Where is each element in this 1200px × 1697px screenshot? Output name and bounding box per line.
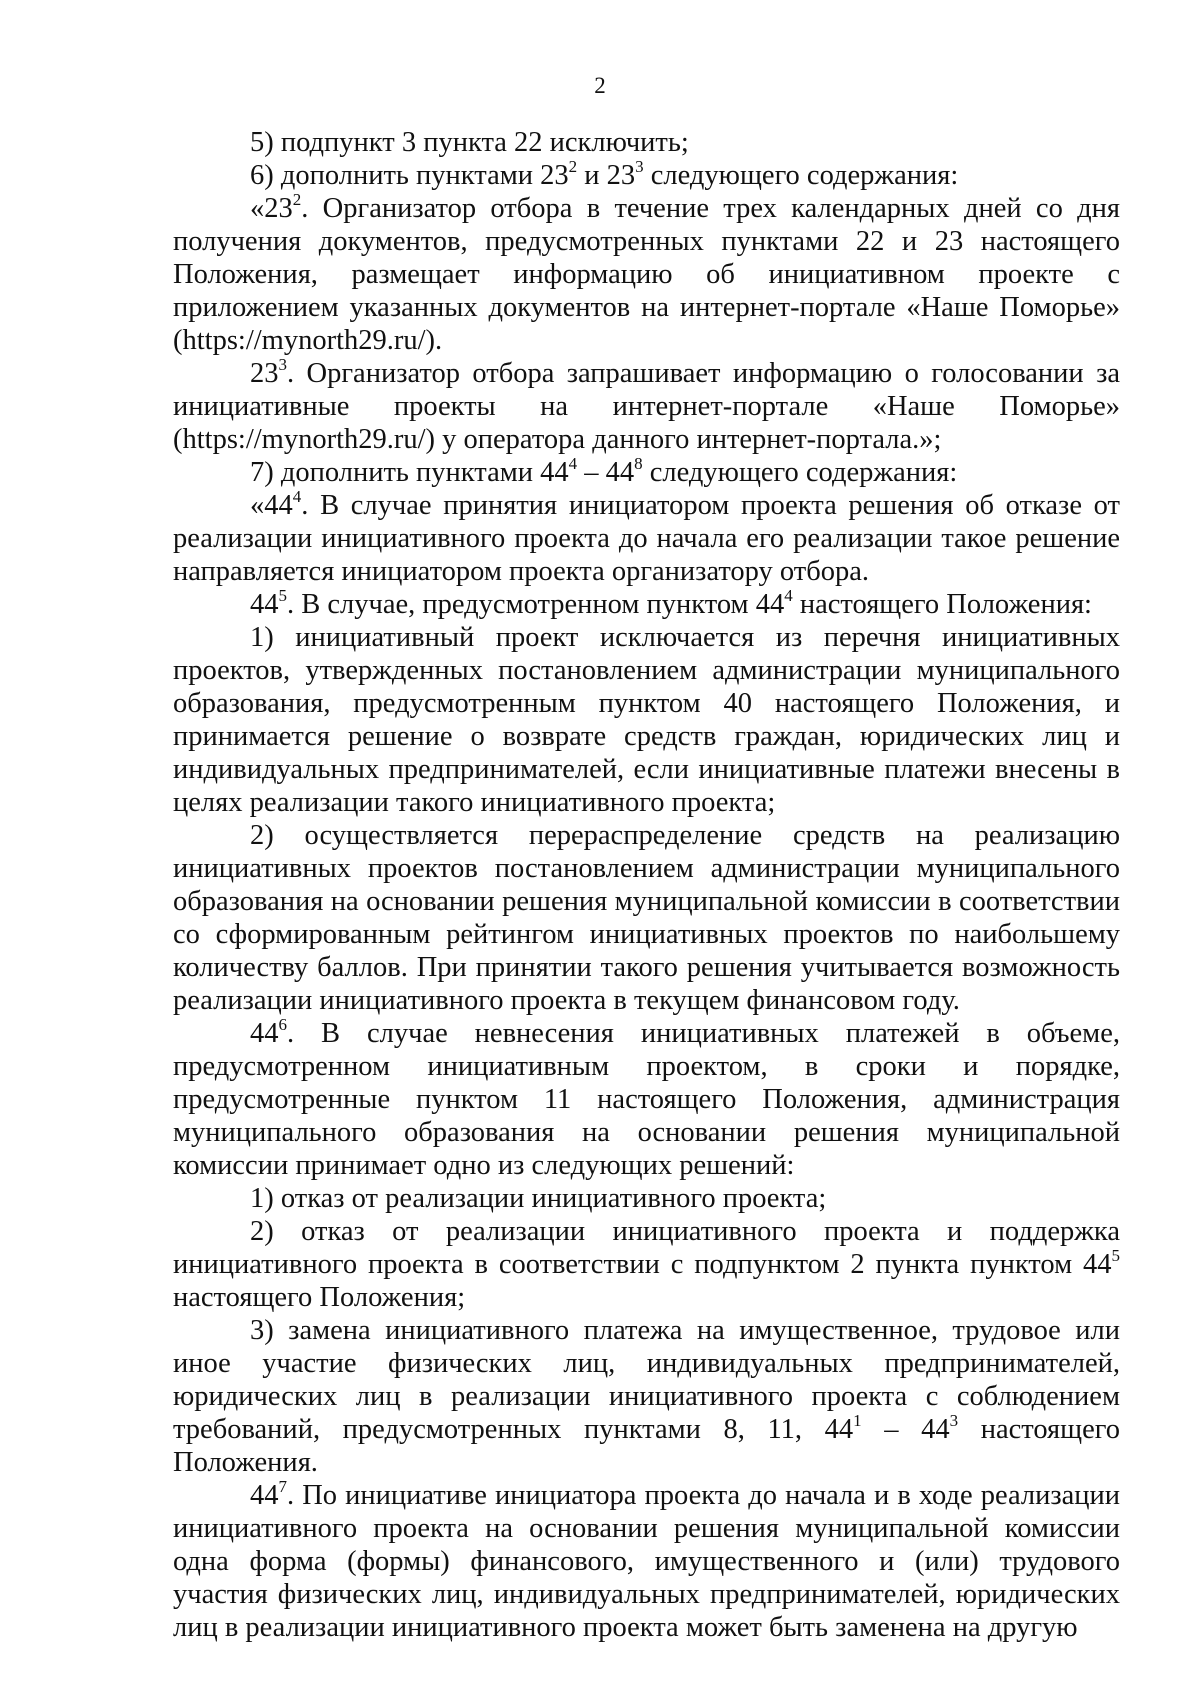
superscript-index: 7 [278,1476,287,1496]
paragraph-p13 [173,1314,1120,1479]
paragraph-text: 44 [250,589,279,620]
paragraph-text: следующего содержания: [642,457,958,488]
superscript-index: 6 [278,1014,287,1034]
superscript-index: 5 [1111,1245,1120,1265]
paragraph-text: – 44 [577,457,635,488]
paragraph-p12 [173,1215,1120,1314]
paragraph-text: 6) дополнить пунктами 23 [250,160,569,191]
paragraph-text: «44 [250,490,293,521]
paragraph-text: следующего содержания: [643,160,959,191]
paragraph-p14 [173,1476,1120,1644]
paragraph-text: 44 [250,1018,279,1049]
paragraph-p7 [173,585,1120,621]
paragraph-text: . Организатор отбора в течение трех календарных дней со дня получения документов, предусмотренных пунктами 22 и 23 настоящего Положения, размещает информацию об инициативном проекте с приложением указанных документов на интернет-портале «Наше Поморье» (https://mynorth29.ru/). [173,193,1120,356]
paragraph-text: и 23 [577,160,636,191]
superscript-index: 1 [853,1410,862,1430]
paragraph-p10 [173,1014,1120,1182]
paragraph-p2 [173,156,1120,192]
paragraph-text: настоящего Положения. [173,1414,1120,1478]
paragraph-p8 [173,621,1120,819]
superscript-index: 4 [784,585,793,605]
paragraph-p4 [173,354,1120,456]
paragraph-text: 3) замена инициативного платежа на имущественное, трудовое или иное участие физических лиц, индивидуальных предпринимателей, юридических лиц в реализации инициативного проекта с соблюдением требований, предусмотренных пунктами 8, 11, 44 [173,1315,1120,1445]
superscript-index: 8 [634,453,643,473]
paragraph-text: 44 [250,1480,279,1511]
paragraph-p11 [173,1182,1120,1215]
paragraph-text: 2) отказ от реализации инициативного проекта и поддержка инициативного проекта в соответствии с подпунктом 2 пункта пунктом 44 [173,1216,1120,1280]
paragraph-p5 [173,453,1120,489]
paragraph-text: настоящего Положения: [792,589,1092,620]
superscript-index: 3 [635,156,644,176]
page-number: 2 [594,73,606,98]
superscript-index: 4 [292,486,302,506]
paragraph-text: настоящего Положения; [173,1282,466,1313]
superscript-index: 2 [292,189,302,209]
paragraph-text: 1) инициативный проект исключается из перечня инициативных проектов, утвержденных постановлением администрации муниципального образования, предусмотренным пунктом 40 настоящего Положения, и принимается решение о возврате средств граждан, юридических лиц и индивидуальных предпринимателей, если инициативные платежи внесены в целях реализации такого инициативного проекта; [173,622,1120,818]
superscript-index: 3 [278,354,287,374]
superscript-index: 2 [568,156,578,176]
paragraph-p1 [173,126,1120,159]
document-body [173,126,1120,1644]
paragraph-p9 [173,819,1120,1017]
paragraph-text: . В случае принятия инициатором проекта решения об отказе от реализации инициативного проекта до начала его реализации такое решение направляется инициатором проекта организатору отбора. [173,490,1120,587]
paragraph-text: «23 [250,193,293,224]
superscript-index: 5 [278,585,287,605]
paragraph-text: . В случае невнесения инициативных платежей в объеме, предусмотренном инициативным проектом, в сроки и порядке, предусмотренные пунктом 11 настоящего Положения, администрация муниципального образования на основании решения муниципальной комиссии принимает одно из следующих решений: [173,1018,1120,1181]
paragraph-text: – 44 [861,1414,950,1445]
paragraph-text: 7) дополнить пунктами 44 [250,457,569,488]
paragraph-text: . В случае, предусмотренном пунктом 44 [287,589,785,620]
paragraph-text: 1) отказ от реализации инициативного проекта; [250,1183,827,1214]
paragraph-p3 [173,189,1120,357]
paragraph-p6 [173,486,1120,588]
paragraph-text: . Организатор отбора запрашивает информацию о голосовании за инициативные проекты на интернет-портале «Наше Поморье» (https://mynorth29.ru/) у оператора данного интернет-портала.»; [173,358,1120,455]
paragraph-text: . По инициативе инициатора проекта до начала и в ходе реализации инициативного проекта на основании решения муниципальной комиссии одна форма (формы) финансового, имущественного и (или) трудового участия физических лиц, индивидуальных предпринимателей, юридических лиц в реализации инициативного проекта может быть заменена на другую [173,1480,1120,1643]
paragraph-text: 23 [250,358,279,389]
superscript-index: 4 [568,453,578,473]
paragraph-text: 2) осуществляется перераспределение средств на реализацию инициативных проектов постановлением администрации муниципального образования на основании решения муниципальной комиссии в соответствии со сформированным рейтингом инициативных проектов по наибольшему количеству баллов. При принятии такого решения учитывается возможность реализации инициативного проекта в текущем финансовом году. [173,820,1120,1016]
paragraph-text: 5) подпункт 3 пункта 22 исключить; [250,127,689,158]
superscript-index: 3 [949,1410,959,1430]
